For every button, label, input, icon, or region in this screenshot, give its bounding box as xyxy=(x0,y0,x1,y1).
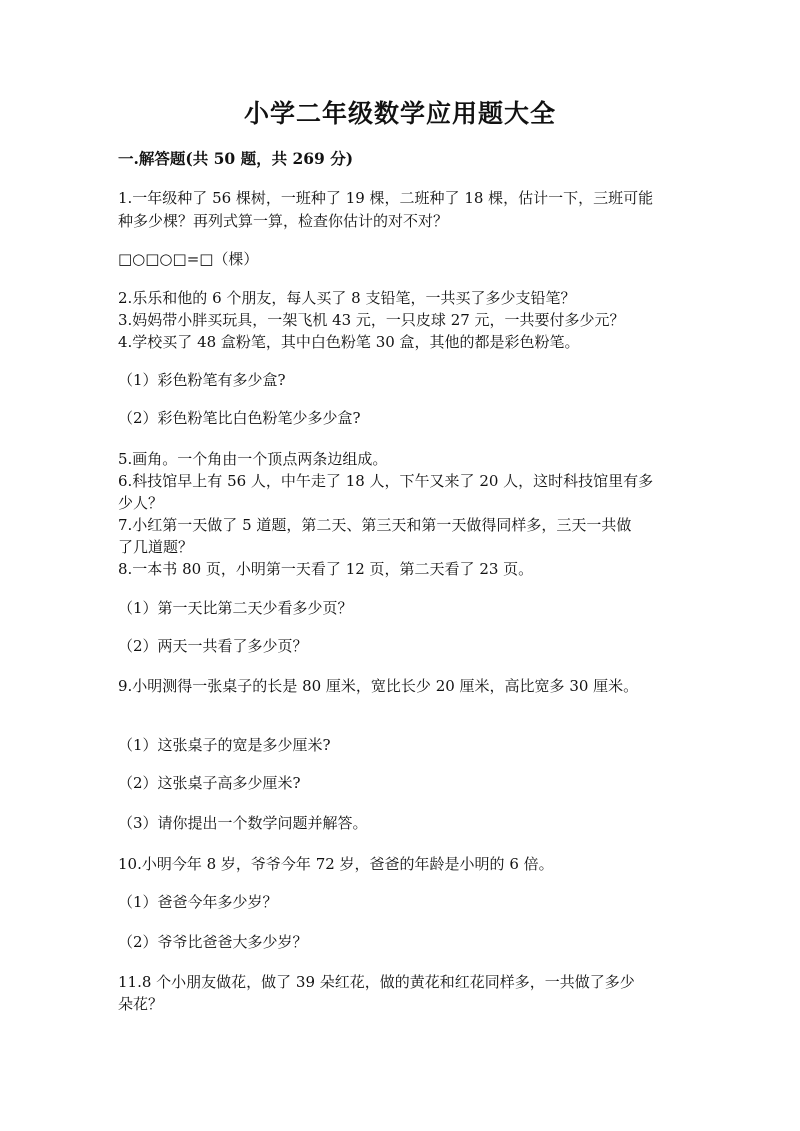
question-9-part-3: （3）请你提出一个数学问题并解答。 xyxy=(118,814,368,832)
question-6-line-2: 少人？ xyxy=(118,494,164,512)
question-7-line-2: 了几道题？ xyxy=(118,538,194,556)
question-10-part-2: （2）爷爷比爸爸大多少岁？ xyxy=(118,933,308,951)
question-10: 10.小明今年 8 岁，爷爷今年 72 岁，爸爸的年龄是小明的 6 倍。 xyxy=(118,855,554,873)
question-5: 5.画角。一个角由一个顶点两条边组成。 xyxy=(118,450,388,468)
question-10-part-1: （1）爸爸今年多少岁？ xyxy=(118,893,278,911)
question-1-line-2: 种多少棵？再列式算一算，检查你估计的对不对？ xyxy=(118,212,449,230)
section-heading: 一.解答题(共 50 题，共 269 分) xyxy=(118,149,354,168)
question-4: 4.学校买了 48 盒粉笔，其中白色粉笔 30 盒，其他的都是彩色粉笔。 xyxy=(118,333,580,351)
question-9-part-2: （2）这张桌子高多少厘米? xyxy=(118,774,301,792)
question-7-line-1: 7.小红第一天做了 5 道题，第二天、第三天和第一天做得同样多，三天一共做 xyxy=(118,516,632,534)
question-3: 3.妈妈带小胖买玩具，一架飞机 43 元，一只皮球 27 元，一共要付多少元？ xyxy=(118,311,625,329)
question-9-part-1: （1）这张桌子的宽是多少厘米? xyxy=(118,736,331,754)
question-11-line-2: 朵花？ xyxy=(118,995,164,1013)
question-1-line-1: 1.一年级种了 56 棵树，一班种了 19 棵，二班种了 18 棵，估计一下，三班可能 xyxy=(118,189,654,207)
question-11-line-1: 11.8 个小朋友做花，做了 39 朵红花，做的黄花和红花同样多，一共做了多少 xyxy=(118,973,635,991)
question-8-part-1: （1）第一天比第二天少看多少页？ xyxy=(118,599,353,617)
question-9: 9.小明测得一张桌子的长是 80 厘米，宽比长少 20 厘米，高比宽多 30 厘米。 xyxy=(118,677,639,695)
question-8-part-2: （2）两天一共看了多少页？ xyxy=(118,637,308,655)
question-2: 2.乐乐和他的 6 个朋友，每人买了 8 支铅笔，一共买了多少支铅笔？ xyxy=(118,289,576,307)
question-4-part-2: （2）彩色粉笔比白色粉笔少多少盒? xyxy=(118,409,361,427)
question-1-answer-template: □○□○□=□（棵） xyxy=(118,250,259,268)
question-6-line-1: 6.科技馆早上有 56 人，中午走了 18 人，下午又来了 20 人，这时科技馆里有多 xyxy=(118,472,654,490)
question-8: 8.一本书 80 页，小明第一天看了 12 页，第二天看了 23 页。 xyxy=(118,560,534,578)
page-title: 小学二年级数学应用题大全 xyxy=(243,99,556,128)
question-4-part-1: （1）彩色粉笔有多少盒? xyxy=(118,371,286,389)
